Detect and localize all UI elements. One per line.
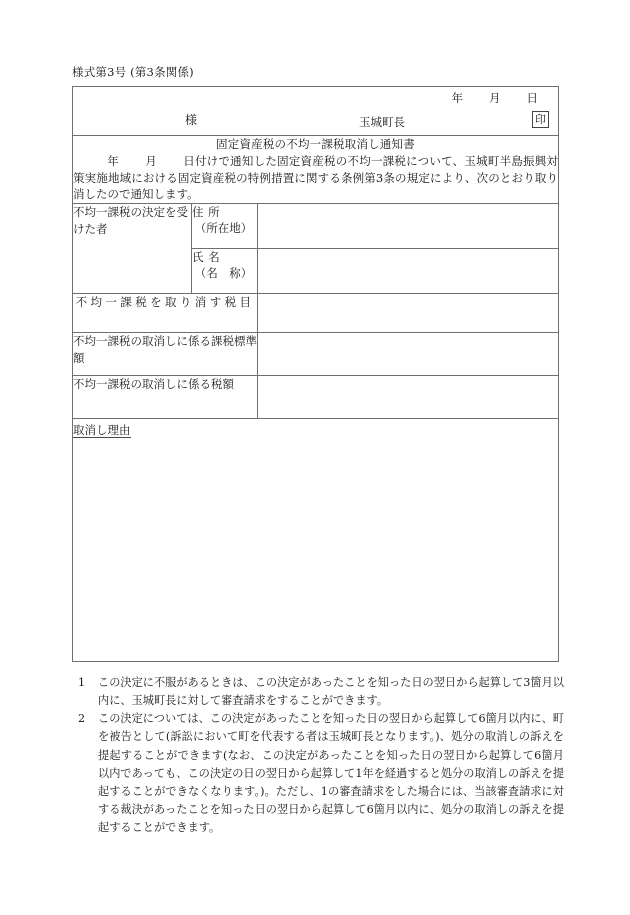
footnote-text: この決定については、この決定があったことを知った日の翌日から起算して6箇月以内に、町を被告として(訴訟において町を代表する者は玉城町長となります。)、処分の取消しの訴えを提起することができます(なお、この決定があったことを知った日の翌日から起算して6箇月以内であっても、この決定の日の翌日から起算して1年を経過すると処分の取消しの訴えを提起することができなくなります。)。ただし、1の審査請求をした場合には、当該審査請求に対する裁決があったことを知った日の翌日から起算して6箇月以内に、処分の取消しの訴えを提起することができます。 <box>98 712 564 835</box>
table-row-header <box>73 87 559 136</box>
table-row-tax-base <box>73 333 559 376</box>
addressee-honorific: 様 <box>185 113 198 127</box>
table-row-reason <box>73 419 559 662</box>
table-row-recipient-address <box>73 204 559 249</box>
footnote-text: この決定に不服があるときは、この決定があったことを知った日の翌日から起算して3箇月以内に、玉城町長に対して審査請求をすることができます。 <box>98 676 564 708</box>
date-year-label: 年 <box>451 91 464 105</box>
seal-icon: 印 <box>532 111 549 128</box>
name-label-line1: 氏名 <box>192 250 225 265</box>
tax-item-label: 不均一課税を取り消す税目 <box>73 294 258 333</box>
reason-cell[interactable] <box>73 419 559 662</box>
form-number: 様式第3号 (第3条関係) <box>72 65 194 79</box>
title-body-cell <box>73 136 559 204</box>
table-row-tax-item <box>73 294 559 333</box>
footnote-number: 1 <box>78 676 86 689</box>
reason-label: 取消し理由 <box>73 423 131 438</box>
tax-item-value[interactable] <box>258 294 559 333</box>
body-paragraph-text: 日付けで通知した固定資産税の不均一課税について、玉城町半島振興対策実施地域における固定資産税の特例措置に関する条例第3条の規定により、次のとおり取り消したので通知します。 <box>73 154 559 202</box>
table-row-title-body <box>73 136 559 204</box>
header-cell <box>73 87 559 136</box>
notice-form-table <box>72 86 559 662</box>
footnote-item <box>72 710 564 837</box>
date-month-label: 月 <box>489 91 501 105</box>
footnote-item <box>72 674 564 710</box>
footnotes <box>72 674 564 837</box>
name-label-line2: （名 称） <box>194 266 253 281</box>
tax-base-label: 不均一課税の取消しに係る課税標準額 <box>73 333 258 376</box>
tax-base-value[interactable] <box>258 333 559 376</box>
name-value[interactable] <box>258 249 559 294</box>
tax-amount-label: 不均一課税の取消しに係る税額 <box>73 376 258 419</box>
address-label-line2: （所在地） <box>194 221 253 236</box>
document-body-paragraph <box>73 153 558 203</box>
address-label <box>192 204 258 249</box>
body-month-label: 月 <box>144 154 157 168</box>
address-value[interactable] <box>258 204 559 249</box>
body-year-label: 年 <box>107 154 119 168</box>
date-day-label: 日 <box>526 91 539 105</box>
name-label <box>192 249 258 294</box>
document-title: 固定資産税の不均一課税取消し通知書 <box>216 137 415 151</box>
recipient-label: 不均一課税の決定を受けた者 <box>73 204 192 294</box>
footnote-number: 2 <box>78 712 86 726</box>
address-label-line1: 住所 <box>192 205 225 220</box>
tax-amount-value[interactable] <box>258 376 559 419</box>
table-row-tax-amount <box>73 376 559 419</box>
issuer-name: 玉城町長 <box>359 115 405 129</box>
issue-date-line <box>452 90 539 106</box>
